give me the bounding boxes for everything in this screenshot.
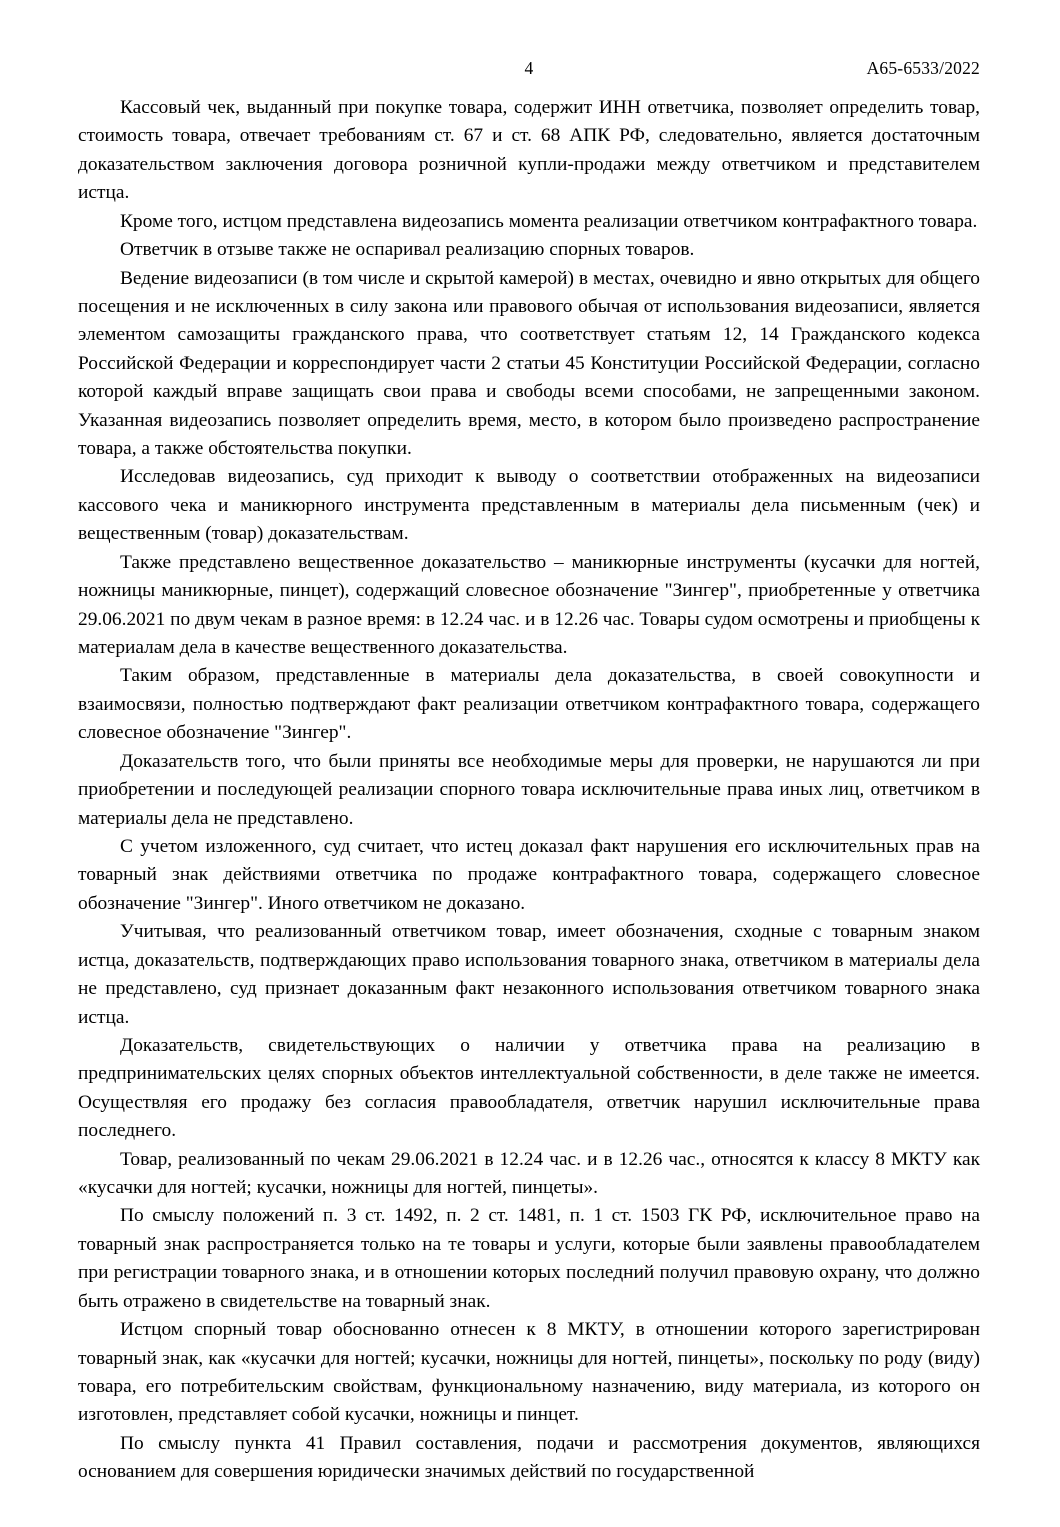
paragraph: Исследовав видеозапись, суд приходит к выводу о соответствии отображенных на видеозаписи кассового чека и маникюрного инструмента представленным в материалы дела письменным (чек) и вещественным (товар) доказательствам.	[78, 466, 980, 545]
case-number: А65-6533/2022	[866, 58, 980, 78]
paragraph: По смыслу пункта 41 Правил составления, подачи и рассмотрения документов, являющихся основанием для совершения юридически значимых действий по государственной	[78, 1432, 980, 1483]
paragraph: Истцом спорный товар обоснованно отнесен к 8 МКТУ, в отношении которого зарегистрирован товарный знак, как «кусачки для ногтей; кусачки, ножницы для ногтей, пинцеты», поскольку по роду (виду) товара, его потребительским свойствам, функциональному назначению, виду материала, из которого он изготовлен, представляет собой кусачки, ножницы и пинцет.	[78, 1319, 980, 1426]
paragraph: Товар, реализованный по чекам 29.06.2021 в 12.24 час. и в 12.26 час., относятся к классу 8 МКТУ как «кусачки для ногтей; кусачки, ножницы для ногтей, пинцеты».	[78, 1148, 980, 1199]
paragraph: С учетом изложенного, суд считает, что истец доказал факт нарушения его исключительных прав на товарный знак действиями ответчика по продаже контрафактного товара, содержащего словесное обозначение "Зингер". Иного ответчиком не доказано.	[78, 835, 980, 914]
paragraph: Кроме того, истцом представлена видеозапись момента реализации ответчиком контрафактного товара.	[120, 210, 978, 232]
paragraph: Также представлено вещественное доказательство – маникюрные инструменты (кусачки для ногтей, ножницы маникюрные, пинцет), содержащий словесное обозначение "Зингер", приобретенные у ответчика 29.06.2021 по двум чекам в разное время: в 12.24 час. и в 12.26 час. Товары судом осмотрены и приобщены к материалам дела в качестве вещественного доказательства.	[78, 551, 980, 659]
paragraph: По смыслу положений п. 3 ст. 1492, п. 2 ст. 1481, п. 1 ст. 1503 ГК РФ, исключительное право на товарный знак распространяется только на те товары и услуги, которые были заявлены правообладателем при регистрации товарного знака, и в отношении которых последний получил правовую охрану, что должно быть отражено в свидетельстве на товарный знак.	[78, 1205, 980, 1312]
paragraph: Доказательств, свидетельствующих о наличии у ответчика права на реализацию в предпринимательских целях спорных объектов интеллектуальной собственности, в деле также не имеется. Осуществляя его продажу без согласия правообладателя, ответчик нарушил исключительные права последнего.	[78, 1034, 980, 1142]
paragraph: Учитывая, что реализованный ответчиком товар, имеет обозначения, сходные с товарным знаком истца, доказательств, подтверждающих право использования товарного знака, ответчиком в материалы дела не представлено, суд признает доказанным факт незаконного использования ответчиком товарного знака истца.	[78, 921, 980, 1028]
paragraph: Таким образом, представленные в материалы дела доказательства, в своей совокупности и взаимосвязи, полностью подтверждают факт реализации ответчиком контрафактного товара, содержащего словесное обозначение "Зингер".	[78, 665, 980, 744]
page-header	[78, 58, 980, 84]
paragraph: Кассовый чек, выданный при покупке товара, содержит ИНН ответчика, позволяет определить товар, стоимость товара, отвечает требованиям ст. 67 и ст. 68 АПК РФ, следовательно, является достаточным доказательством заключения договора розничной купли-продажи между ответчиком и представителем истца.	[78, 97, 980, 204]
document-body	[78, 94, 980, 1487]
paragraph: Ведение видеозаписи (в том числе и скрытой камерой) в местах, очевидно и явно открытых для общего посещения и не исключенных в силу закона или правового обычая от использования видеозаписи, является элементом самозащиты гражданского права, что соответствует статьям 12, 14 Гражданского кодекса Российской Федерации и корреспондирует части 2 статьи 45 Конституции Российской Федерации, согласно которой каждый вправе защищать свои права и свободы всеми способами, не запрещенными законом. Указанная видеозапись позволяет определить время, место, в котором было произведено распространение товара, а также обстоятельства покупки.	[78, 267, 980, 460]
paragraph: Ответчик в отзыве также не оспаривал реализацию спорных товаров.	[120, 239, 695, 261]
paragraph: Доказательств того, что были приняты все необходимые меры для проверки, не нарушаются ли при приобретении и последующей реализации спорного товара исключительные права иных лиц, ответчиком в материалы дела не представлено.	[78, 750, 980, 829]
page-number: 4	[524, 58, 534, 78]
